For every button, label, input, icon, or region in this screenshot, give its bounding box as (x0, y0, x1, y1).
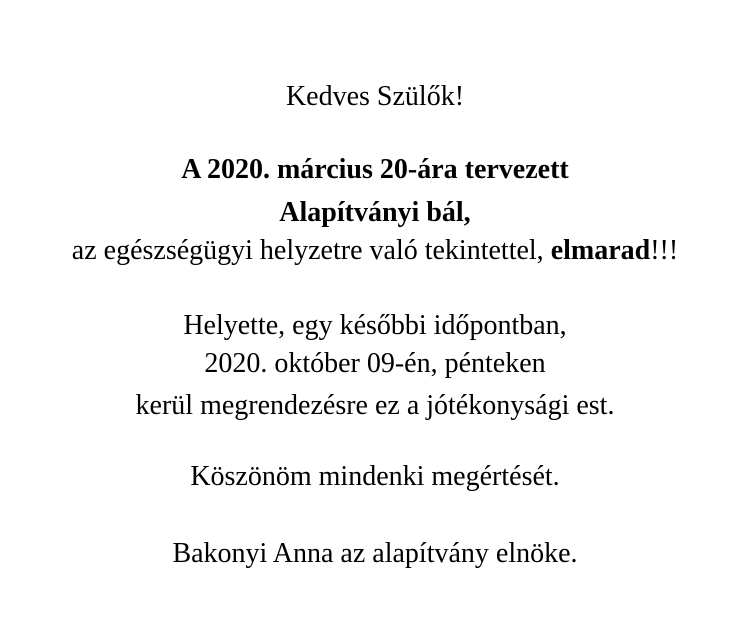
headline-line-2: Alapítványi bál, (279, 197, 471, 228)
reschedule-line-3: kerül megrendezésre ez a jótékonysági est. (135, 390, 615, 421)
notice-emphasis: elmarad (550, 235, 651, 266)
reschedule-line-2: 2020. október 09-én, pénteken (204, 348, 546, 379)
thanks-text: Köszönöm mindenki megértését. (190, 461, 560, 492)
reschedule-line-1: Helyette, egy későbbi időpontban, (183, 310, 567, 341)
headline-line-1: A 2020. március 20-ára tervezett (181, 154, 569, 185)
cancellation-notice (0, 234, 750, 268)
greeting: Kedves Szülők! (285, 81, 465, 112)
signature: Bakonyi Anna az alapítvány elnöke. (172, 538, 578, 569)
notice-prefix: az egészségügyi helyzetre való tekintettel, (71, 235, 551, 266)
notice-suffix: !!! (650, 235, 679, 266)
